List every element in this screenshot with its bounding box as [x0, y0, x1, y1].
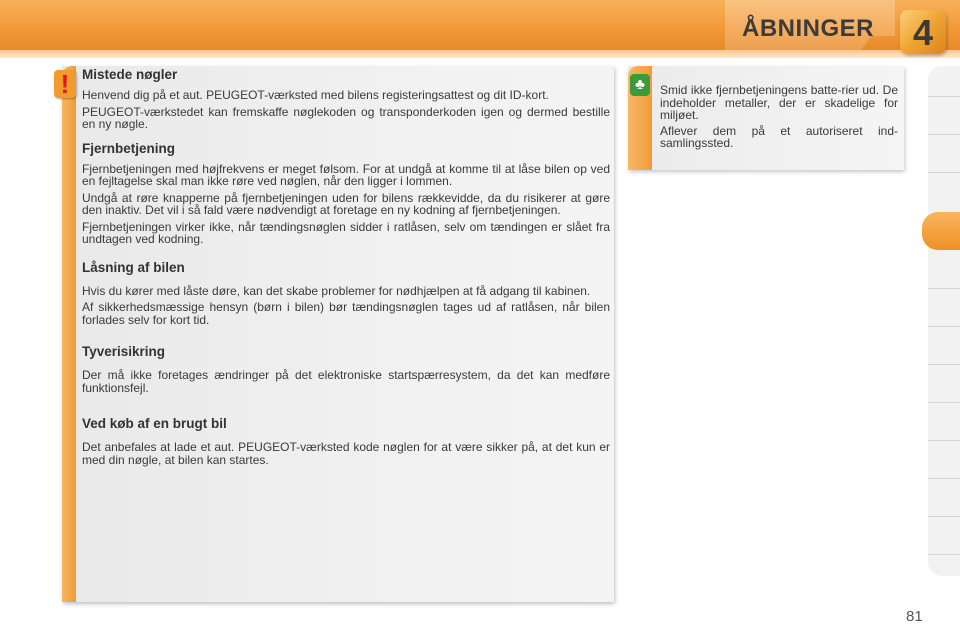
- section-heading: Låsning af bilen: [82, 259, 185, 275]
- warning-icon: [54, 70, 76, 98]
- side-tab-divider[interactable]: [928, 440, 960, 441]
- side-tab-active[interactable]: [922, 212, 960, 250]
- page-number: 81: [906, 608, 923, 625]
- section-heading: Ved køb af en brugt bil: [82, 416, 227, 431]
- side-tab-divider[interactable]: [928, 402, 960, 403]
- section-paragraph: PEUGEOT-værkstedet kan fremskaffe nøglekoden og transponderkoden igen og dermed bestille en ny nøgle.: [82, 104, 610, 131]
- side-tab-divider[interactable]: [928, 288, 960, 289]
- side-tab-divider[interactable]: [928, 516, 960, 517]
- section-paragraph: Fjernbetjeningen virker ikke, når tændingsnøglen sidder i ratlåsen, selv om tændingen er slået fra undtagen ved kodning.: [82, 219, 610, 246]
- section-paragraph: Undgå at røre knapperne på fjernbetjeningen uden for bilens rækkevidde, da du risikerer at gøre den inaktiv. Det vil i så fald være nødvendigt at foretage en ny kodning af fjernbetjeningen.: [82, 190, 610, 217]
- section-paragraph: Hvis du kører med låste døre, kan det skabe problemer for nødhjælpen at få adgang til kabinen.: [82, 283, 591, 298]
- chapter-title: ÅBNINGER: [742, 15, 875, 42]
- section-paragraph: Henvend dig på et aut. PEUGEOT-værksted med bilens registeringsattest og dit ID-kort.: [82, 88, 549, 102]
- section-fjernbetjening: [82, 141, 610, 246]
- chapter-number: 4: [912, 12, 934, 53]
- tree-glyph: ♣: [635, 76, 645, 93]
- side-tab-divider[interactable]: [928, 326, 960, 327]
- exclamation-glyph: !: [60, 69, 70, 99]
- section-paragraph: Der må ikke foretages ændringer på det elektroniske startspærresystem, da det kan medføre funktionsfejl.: [82, 368, 610, 395]
- side-tab-divider[interactable]: [928, 478, 960, 479]
- section-mistede-noegler: [82, 67, 610, 131]
- section-paragraph: Fjernbetjeningen med højfrekvens er meget følsom. For at undgå at komme til at låse bilen op ved en fejltagelse skal man ikke røre ved nøglen, når den ligger i lommen.: [82, 161, 610, 188]
- side-tab-divider[interactable]: [928, 364, 960, 365]
- header-strip: [0, 50, 960, 58]
- section-laasning-af-bilen: [82, 260, 610, 327]
- side-tab-divider[interactable]: [928, 134, 960, 135]
- section-heading: Tyverisikring: [82, 344, 166, 359]
- main-content: [82, 67, 610, 466]
- section-paragraph: Af sikkerhedsmæssige hensyn (børn i bilen) bør tændingsnøglen tages ud af ratlåsen, når bilen forlades selv for kort tid.: [82, 300, 610, 327]
- side-tab-divider[interactable]: [928, 96, 960, 97]
- tree-icon: [630, 74, 650, 96]
- eco-tip-text: [660, 84, 898, 153]
- section-heading: Fjernbetjening: [82, 140, 176, 156]
- side-tab-divider[interactable]: [928, 554, 960, 555]
- chapter-side-tabs: [928, 66, 960, 576]
- eco-paragraph: Aflever dem på et autoriseret ind-samlingssted.: [660, 123, 898, 150]
- chapter-number-badge: [900, 10, 946, 54]
- section-paragraph: Det anbefales at lade et aut. PEUGEOT-værksted kode nøglen for at være sikker på, at det kun er med din nøgle, at bilen kan startes.: [82, 440, 610, 467]
- section-tyverisikring: [82, 344, 610, 394]
- panel-accent-stripe: [62, 66, 76, 602]
- side-tab-divider[interactable]: [928, 172, 960, 173]
- eco-paragraph: Smid ikke fjernbetjeningens batte-rier ud. De indeholder metaller, der er skadelige for miljøet.: [660, 83, 898, 122]
- section-ved-koeb-af-en-brugt-bil: [82, 416, 610, 466]
- section-heading: Mistede nøgler: [82, 67, 178, 82]
